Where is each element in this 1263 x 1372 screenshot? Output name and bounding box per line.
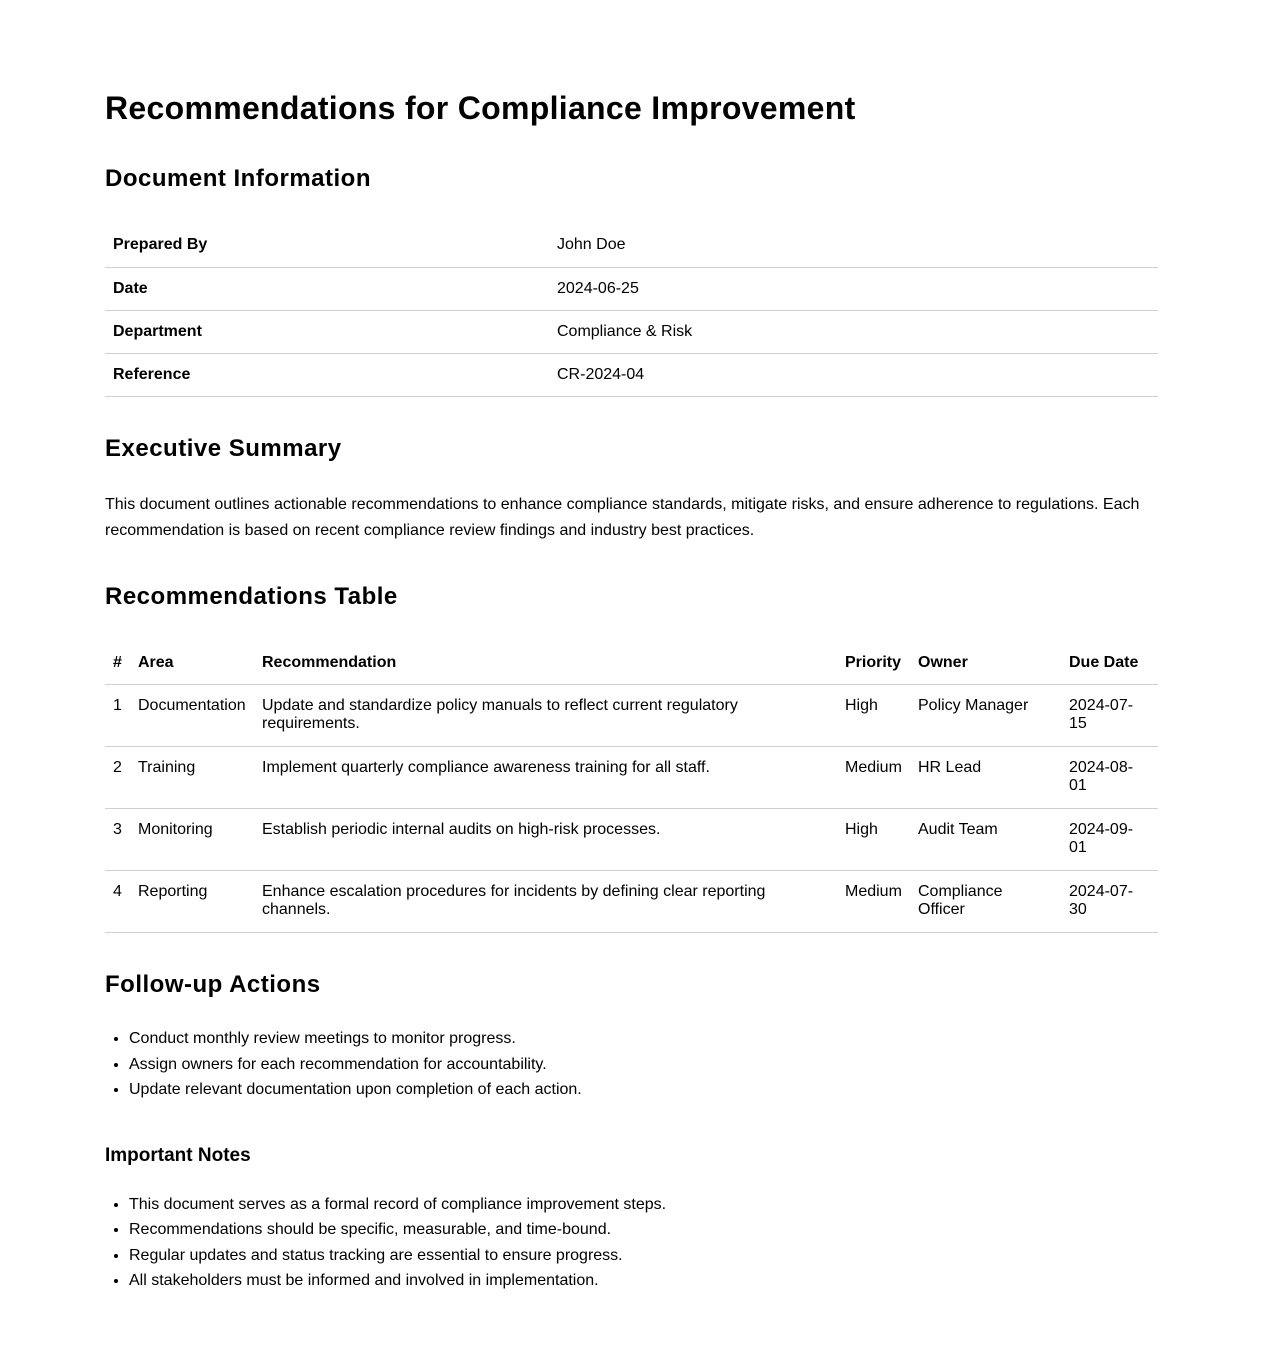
cell-number: 2 bbox=[105, 747, 130, 809]
important-notes-section bbox=[105, 1144, 1158, 1294]
follow-up-heading: Follow-up Actions bbox=[105, 971, 321, 998]
cell-owner: Audit Team bbox=[910, 809, 1061, 871]
executive-summary-heading: Executive Summary bbox=[105, 434, 342, 462]
column-header-area: Area bbox=[130, 642, 254, 685]
info-row-prepared-by bbox=[105, 224, 1158, 267]
column-header-owner: Owner bbox=[910, 642, 1061, 685]
cell-area: Monitoring bbox=[130, 809, 254, 871]
document-info-heading: Document Information bbox=[105, 165, 371, 192]
cell-priority: High bbox=[837, 809, 910, 871]
cell-number: 1 bbox=[105, 685, 130, 747]
document-info-section bbox=[105, 164, 1158, 397]
cell-recommendation: Update and standardize policy manuals to reflect current regulatory requirements. bbox=[254, 685, 837, 747]
cell-recommendation: Establish periodic internal audits on high-risk processes. bbox=[254, 809, 837, 871]
column-header-recommendation: Recommendation bbox=[254, 642, 837, 685]
cell-due-date: 2024-07-15 bbox=[1061, 685, 1158, 747]
list-item: • All stakeholders must be informed and involved in implementation. bbox=[129, 1268, 1158, 1294]
column-header-due-date: Due Date bbox=[1061, 642, 1158, 685]
info-row-department bbox=[105, 310, 1158, 353]
table-row bbox=[105, 685, 1158, 747]
list-item: • Update relevant documentation upon completion of each action. bbox=[129, 1077, 1158, 1103]
executive-summary-section bbox=[105, 434, 1158, 544]
cell-owner: Compliance Officer bbox=[910, 871, 1061, 933]
cell-recommendation: Implement quarterly compliance awareness training for all staff. bbox=[254, 747, 837, 809]
info-value: CR-2024-04 bbox=[549, 353, 1158, 396]
column-header-priority: Priority bbox=[837, 642, 910, 685]
list-item: • This document serves as a formal record of compliance improvement steps. bbox=[129, 1192, 1158, 1218]
table-header-row bbox=[105, 642, 1158, 685]
info-label: Department bbox=[105, 310, 549, 353]
list-item: • Regular updates and status tracking are essential to ensure progress. bbox=[129, 1243, 1158, 1269]
executive-summary-text: This document outlines actionable recommendations to enhance compliance standards, mitigate risks, and ensure adherence to regulations. Each recommendation is based on recent compliance review findings and industry best practices. bbox=[105, 495, 1140, 539]
list-item: • Recommendations should be specific, measurable, and time-bound. bbox=[129, 1217, 1158, 1243]
info-row-reference bbox=[105, 353, 1158, 396]
cell-area: Reporting bbox=[130, 871, 254, 933]
column-header-number: # bbox=[105, 642, 130, 685]
info-row-date bbox=[105, 267, 1158, 310]
info-value: Compliance & Risk bbox=[549, 310, 1158, 353]
recommendations-heading: Recommendations Table bbox=[105, 582, 398, 610]
cell-priority: Medium bbox=[837, 871, 910, 933]
cell-owner: Policy Manager bbox=[910, 685, 1061, 747]
document-info-table bbox=[105, 224, 1158, 397]
cell-priority: Medium bbox=[837, 747, 910, 809]
cell-area: Training bbox=[130, 747, 254, 809]
cell-recommendation: Enhance escalation procedures for incidents by defining clear reporting channels. bbox=[254, 871, 837, 933]
info-label: Prepared By bbox=[105, 224, 549, 267]
cell-due-date: 2024-07-30 bbox=[1061, 871, 1158, 933]
cell-priority: High bbox=[837, 685, 910, 747]
important-notes-heading: Important Notes bbox=[105, 1144, 251, 1166]
list-item: • Conduct monthly review meetings to monitor progress. bbox=[129, 1026, 1158, 1052]
recommendations-section bbox=[105, 582, 1158, 934]
cell-area: Documentation bbox=[130, 685, 254, 747]
important-notes-list bbox=[105, 1192, 1158, 1294]
table-row bbox=[105, 871, 1158, 933]
info-value: 2024-06-25 bbox=[549, 267, 1158, 310]
info-label: Date bbox=[105, 267, 549, 310]
cell-owner: HR Lead bbox=[910, 747, 1061, 809]
table-row bbox=[105, 809, 1158, 871]
list-item: • Assign owners for each recommendation for accountability. bbox=[129, 1052, 1158, 1078]
page-title: Recommendations for Compliance Improvement bbox=[105, 90, 856, 126]
cell-due-date: 2024-08-01 bbox=[1061, 747, 1158, 809]
info-value: John Doe bbox=[549, 224, 1158, 267]
follow-up-list bbox=[105, 1026, 1158, 1103]
info-label: Reference bbox=[105, 353, 549, 396]
cell-due-date: 2024-09-01 bbox=[1061, 809, 1158, 871]
recommendations-table bbox=[105, 642, 1158, 934]
cell-number: 3 bbox=[105, 809, 130, 871]
follow-up-section bbox=[105, 970, 1158, 1103]
table-row bbox=[105, 747, 1158, 809]
cell-number: 4 bbox=[105, 871, 130, 933]
